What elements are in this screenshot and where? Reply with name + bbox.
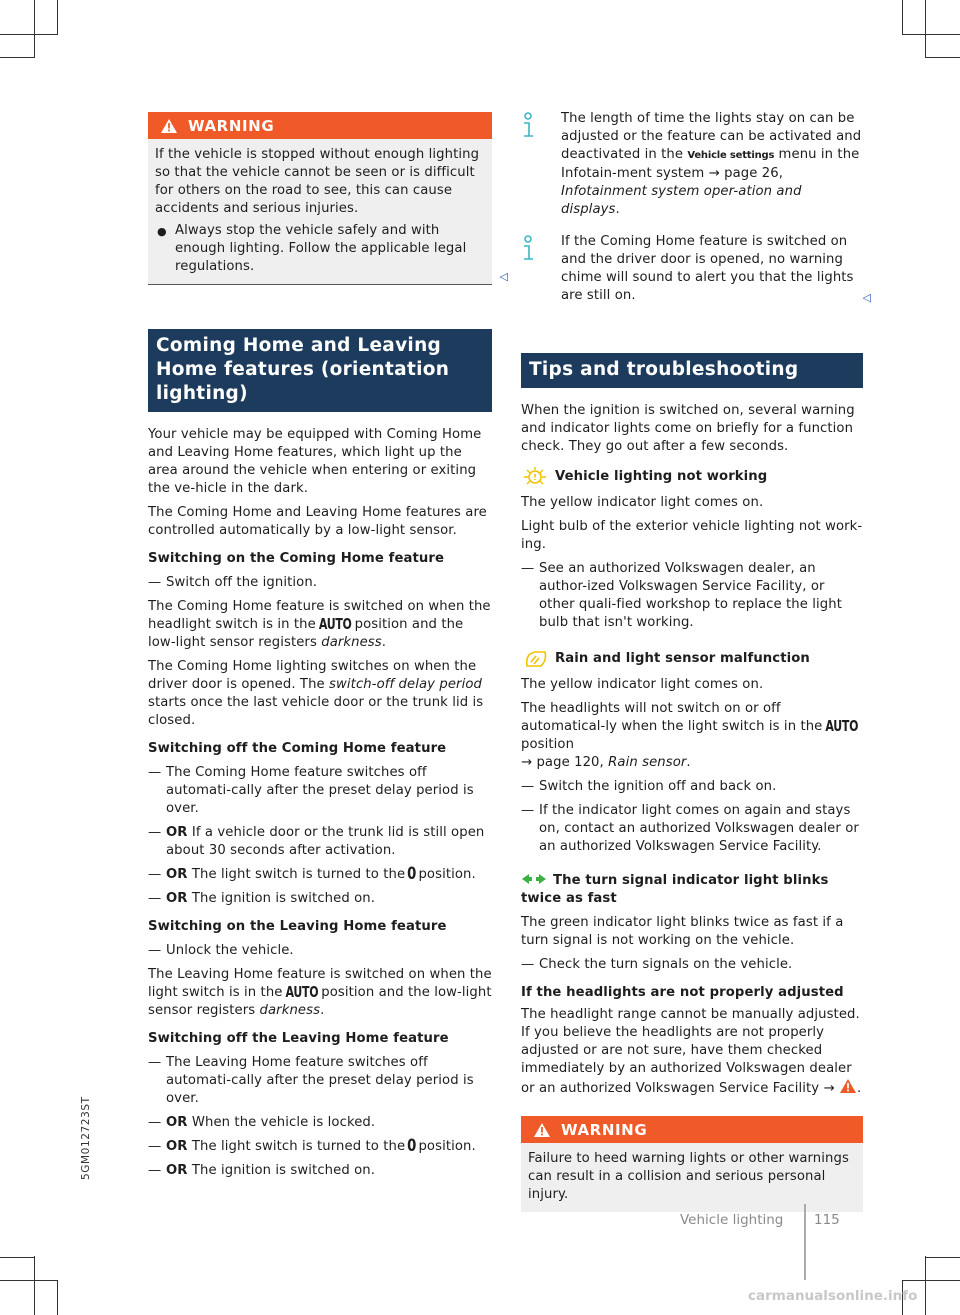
page-number: 115 [814,1212,840,1228]
warning-body [148,139,492,284]
crop-mark [925,0,926,58]
auto-symbol: AUTO [285,983,319,1002]
step: — Unlock the vehicle. [148,943,294,958]
step: — Check the turn signals on the vehicle. [521,957,793,972]
end-marker-icon: ◁ [862,291,871,304]
crop-mark [902,1280,960,1281]
step: — Switch off the ignition. [148,575,318,590]
info-note [521,110,863,219]
intro-paragraph: The Coming Home and Leaving Home features are controlled automatically by a low-light sensor. [148,505,487,538]
crop-mark [925,1256,926,1315]
subheading: Switching on the Leaving Home feature [148,919,447,934]
step: — The Leaving Home feature switches off automati-cally after the preset delay period is over. [148,1055,474,1106]
subheading: Switching on the Coming Home feature [148,551,445,566]
step: — The Coming Home feature switches off automati-cally after the preset delay period is over. [148,765,474,816]
heading-text: The turn signal indicator light blinks twice as fast [521,873,829,906]
crop-mark [0,1257,34,1258]
crop-mark [0,1280,58,1281]
warning-text: Failure to heed warning lights or other warnings can result in a collision and serious personal injury. [528,1151,849,1202]
paragraph: The Coming Home feature is switched on when the headlight switch is in the AUTO position and the low-light sensor registers darkness. [148,599,491,650]
warning-triangle-icon [160,118,178,134]
step: — See an authorized Volkswagen dealer, an author-ized Volkswagen Service Facility, or other quali-fied workshop to replace the light bulb that isn't working. [521,561,842,630]
crop-mark [57,0,58,34]
warning-title: WARNING [561,1120,648,1139]
footer-section-name: Vehicle lighting [680,1212,784,1228]
info-icon [521,110,561,219]
subheading: Switching off the Leaving Home feature [148,1031,449,1046]
auto-symbol: AUTO [318,615,352,634]
heading-turn-signal [521,872,863,908]
paragraph: The Coming Home lighting switches on when the driver door is opened. The switch-off delay period starts once the last vehicle door or the trunk lid is closed. [148,659,484,728]
heading-text: Vehicle lighting not working [555,469,768,484]
info-note [521,233,863,305]
crop-mark [57,1280,58,1315]
right-column [521,110,871,1212]
paragraph: The headlight range cannot be manually adjusted. If you believe the headlights are not properly adjusted or are not sure, have them checked immediately by an authorized Volkswagen dealer or an authorized Volkswagen Service Facility → . [521,1007,862,1096]
rain-light-sensor-icon [521,648,549,670]
crop-mark [0,57,34,58]
arrow-icon: → [708,166,720,181]
warning-text: If the vehicle is stopped without enough lighting so that the vehicle cannot be seen or is difficult for others on the road to see, this can cause accidents and serious injuries. [155,147,480,216]
warning-body [521,1143,863,1212]
menu-label: Vehicle settings [687,150,775,161]
step: — OR The light switch is turned to the 0 position. [148,866,492,884]
crop-mark [902,0,903,34]
warning-bullet-text: Always stop the vehicle safely and with enough lighting. Follow the applicable legal regulations. [175,223,467,274]
section-title-tips: Tips and troubleshooting [521,353,863,388]
document-code: 5GM012723ST [80,1096,92,1180]
intro-paragraph: When the ignition is switched on, several warning and indicator lights come on briefly for a function check. They go out after a few seconds. [521,403,855,454]
step: — OR When the vehicle is locked. [148,1115,376,1130]
auto-symbol: AUTO [825,717,859,736]
step: — OR The ignition is switched on. [148,891,376,906]
note-text: If the Coming Home feature is switched on and the driver door is opened, no warning chime will sound to alert you that the lights are still on. [561,234,854,303]
zero-symbol: 0 [407,864,417,885]
paragraph: The green indicator light blinks twice as fast if a turn signal is not working on the vehicle. [521,915,844,948]
end-marker-icon: ◁ [499,270,508,283]
warning-bullet [155,222,486,276]
paragraph: The yellow indicator light comes on. [521,677,764,692]
crop-mark [0,34,58,35]
warning-triangle-icon [839,1078,857,1094]
watermark: carmanualsonline.info [748,1288,918,1304]
warning-triangle-icon [533,1122,551,1138]
bulb-warning-icon [521,466,549,488]
note-text: The length of time the lights stay on can be adjusted or the feature can be activated and deactivated in the Vehicle settings menu in the Infotain-ment system → page 26, Infotainment system oper-ation and displays. [561,111,862,217]
bullet-icon: ● [157,225,167,238]
warning-header [148,112,492,139]
turn-signal-icon [521,873,547,885]
step: — OR If a vehicle door or the trunk lid is still open about 30 seconds after activation. [148,825,485,858]
footer-divider [804,1204,806,1280]
warning-header [521,1116,863,1143]
paragraph: The yellow indicator light comes on. [521,495,764,510]
paragraph: The Leaving Home feature is switched on when the light switch is in the AUTO position and the low-light sensor registers darkness. [148,967,492,1018]
zero-symbol: 0 [407,1136,417,1157]
info-icon [521,233,561,305]
crop-mark [926,1257,960,1258]
crop-mark [34,0,35,58]
section-title-coming-home: Coming Home and Leaving Home features (orientation lighting) [148,329,492,412]
arrow-icon: → [823,1081,835,1096]
crop-mark [34,1256,35,1315]
heading-rain-sensor [521,648,863,670]
subheading: Switching off the Coming Home feature [148,741,447,756]
arrow-icon: → [521,755,533,770]
warning-title: WARNING [188,116,275,135]
step: — If the indicator light comes on again and stays on, contact an authorized Volkswagen dealer or an authorized Volkswagen Service Facility. [521,803,859,854]
subheading: If the headlights are not properly adjusted [521,985,844,1000]
crop-mark [926,57,960,58]
heading-text: Rain and light sensor malfunction [555,651,810,666]
paragraph: The headlights will not switch on or off automatical-ly when the light switch is in the AUTOposition → page 120, Rain sensor. [521,701,859,770]
crop-mark [902,34,960,35]
step: — OR The ignition is switched on. [148,1163,376,1178]
left-column [148,112,508,1186]
step: — OR The light switch is turned to the 0 position. [148,1138,492,1156]
paragraph: Light bulb of the exterior vehicle lighting not work-ing. [521,519,863,552]
heading-vehicle-lighting [521,466,863,488]
step: — Switch the ignition off and back on. [521,779,777,794]
intro-paragraph: Your vehicle may be equipped with Coming Home and Leaving Home features, which light up the area around the vehicle when entering or exiting the ve-hicle in the dark. [148,427,482,496]
warning-end-line [148,270,508,285]
